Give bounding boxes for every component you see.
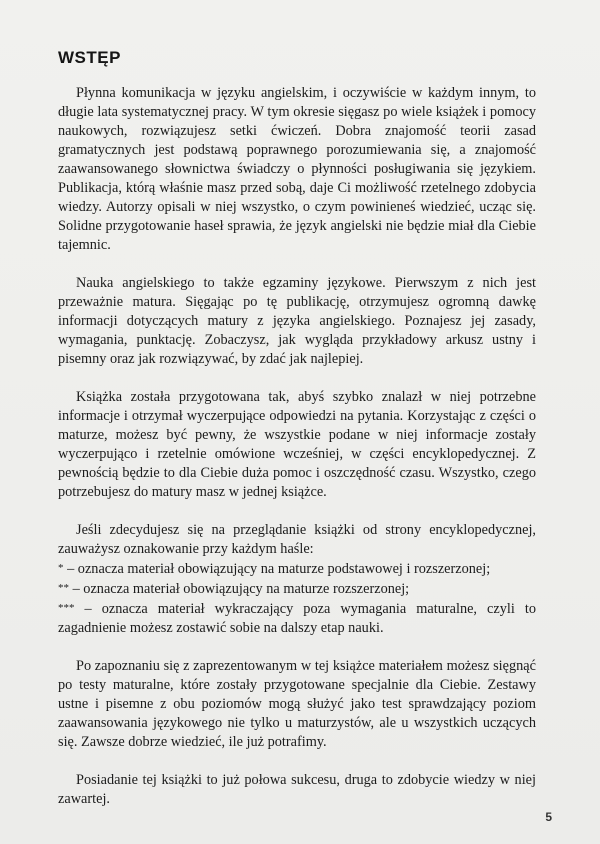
mark-description: – oznacza materiał wykraczający poza wymagania maturalne, czyli to zagadnienie możesz zostawić sobie na dalszy etap nauki.: [58, 601, 536, 636]
mark-item-extended: [58, 579, 536, 599]
page-title: WSTĘP: [58, 48, 121, 67]
marks-intro: Jeśli zdecydujesz się na przeglądanie książki od strony encyklopedycznej, zauważysz oznakowanie przy każdym haśle:: [58, 522, 536, 557]
marks-legend: [58, 521, 536, 638]
paragraph-5: Posiadanie tej książki to już połowa sukcesu, druga to zdobycie wiedzy w niej zawartej.: [58, 772, 536, 807]
mark-description: – oznacza materiał obowiązujący na maturze rozszerzonej;: [69, 581, 410, 597]
page-number: 5: [545, 810, 552, 824]
paragraph-3: Książka została przygotowana tak, abyś szybko znalazł w niej potrzebne informacje i otrzymał wyczerpujące odpowiedzi na pytania. Korzystając z części o maturze, możesz być pewny, że wszystkie podane w niej informacje zostały wyczerpująco i rzetelnie omówione wcześniej, w części encyklopedycznej. Z pewnością będzie to dla Ciebie duża pomoc i oszczędność czasu. Wszystko, czego potrzebujesz do matury masz w jednej książce.: [58, 389, 536, 500]
mark-item-beyond: [58, 599, 536, 638]
page-body: [58, 84, 536, 828]
mark-description: – oznacza materiał obowiązujący na maturze podstawowej i rozszerzonej;: [63, 561, 491, 577]
paragraph-1: Płynna komunikacja w języku angielskim, i oczywiście w każdym innym, to długie lata systematycznej pracy. W tym okresie sięgasz po wiele książek i pomocy naukowych, rozwiązujesz setki ćwiczeń. Dobra znajomość teorii zasad gramatycznych jest podstawą poprawnego porozumiewania się, a znajomość zaawansowanego słownictwa świadczy o płynności posługiwania się językiem. Publikacja, którą właśnie masz przed sobą, daje Ci możliwość rzetelnego zdobycia wiedzy. Autorzy opisali w niej wszystko, o czym powinieneś wiedzieć, ucząc się. Solidne przygotowanie haseł sprawia, że język angielski nie będzie miał dla Ciebie tajemnic.: [58, 85, 536, 253]
mark-symbol: ***: [58, 602, 75, 614]
mark-symbol: *: [58, 562, 64, 574]
paragraph-4: Po zapoznaniu się z zaprezentowanym w tej książce materiałem możesz sięgnąć po testy maturalne, które zostały przygotowane specjalnie dla Ciebie. Zestawy ustne i pisemne z obu poziomów mogą służyć jako test sprawdzający poziom zaawansowania językowego nie tylko u maturzystów, ale u wszystkich uczących się. Zawsze dobrze wiedzieć, ile już potrafimy.: [58, 658, 536, 750]
mark-symbol: **: [58, 582, 69, 594]
paragraph-2: Nauka angielskiego to także egzaminy językowe. Pierwszym z nich jest przeważnie matura. Sięgając po tę publikację, otrzymujesz ogromną dawkę informacji dotyczących matury z języka angielskiego. Poznajesz jej zasady, wymagania, punktację. Zobaczysz, jak wygląda przykładowy arkusz ustny i pisemny oraz jak rozwiązywać, by zdać jak najlepiej.: [58, 275, 536, 367]
mark-item-basic: [58, 559, 536, 579]
